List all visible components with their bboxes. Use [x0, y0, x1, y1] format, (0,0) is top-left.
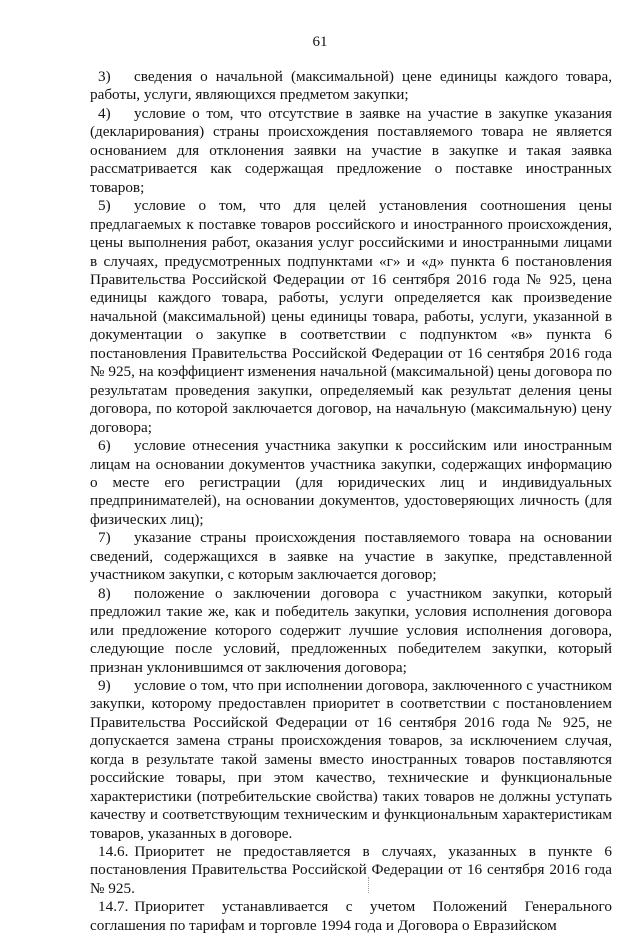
list-item-number: 7): [98, 529, 111, 547]
list-item-text: условие о том, что отсутствие в заявке на участие в закупке указания (декларирования) страны происхождения поставляемого товара не является основанием для отклонения заявки на участие в закупке и такая заявка рассматривается как содержащая предложение о поставке иностранных товаров;: [90, 104, 612, 196]
list-item: [90, 677, 612, 843]
section-number: 14.7.: [98, 898, 129, 916]
list-item-text: условие о том, что при исполнении договора, заключенного с участником закупки, которому предоставлен приоритет в соответствии с постановлением Правительства Российской Федерации от 16 сентября 2016 года № 925, не допускается замена страны происхождения товаров, за исключением случая, когда в результате такой замены вместо иностранных товаров поставляются российские товары, при этом качество, технические и функциональные характеристики (потребительские свойства) таких товаров не должны уступать качеству и соответствующим техническим и функциональным характеристикам товаров, указанных в договоре.: [90, 676, 612, 842]
list-item: [90, 68, 612, 105]
scan-artifact: [368, 877, 370, 893]
list-item: [90, 197, 612, 437]
list-item-text: сведения о начальной (максимальной) цене единицы каждого товара, работы, услуги, являющихся предметом закупки;: [90, 68, 612, 104]
list-item-number: 6): [98, 437, 111, 455]
document-body: [90, 68, 612, 935]
list-item-number: 3): [98, 68, 111, 85]
page-number: 61: [312, 34, 328, 50]
list-item-text: условие о том, что для целей установления соотношения цены предлагаемых к поставке товаров российского и иностранного происхождения, цены выполнения работ, оказания услуг российскими и иностранными лицами в случаях, предусмотренных подпунктами «г» и «д» пункта 6 постановления Правительства Российской Федерации от 16 сентября 2016 года № 925, цена единицы каждого товара, работы, услуги определяется как произведение начальной (максимальной) цены единицы товара, работы, услуги, указанной в документации о закупке в соответствии с подпунктом «в» пункта 6 постановления Правительства Российской Федерации от 16 сентября 2016 года № 925, на коэффициент изменения начальной (максимальной) цены договора по результатам проведения закупки, определяемый как результат деления цены договора, по которой заключается договор, на начальную (максимальную) цену договора;: [90, 197, 612, 436]
list-item: [90, 437, 612, 529]
list-item-text: условие отнесения участника закупки к российским или иностранным лицам на основании документов участника закупки, содержащих информацию о месте его регистрации (для юридических лиц и индивидуальных предпринимателей), на основании документов, удостоверяющих личность (для физических лиц);: [90, 437, 612, 528]
list-item: [90, 105, 612, 197]
list-item-number: 9): [98, 676, 111, 694]
section-text: Приоритет не предоставляется в случаях, указанных в пункте 6 постановления Правительства Российской Федерации от 16 сентября 2016 года № 925.: [90, 843, 612, 897]
section-paragraph: [90, 843, 612, 898]
section-number: 14.6.: [98, 843, 129, 861]
list-item: [90, 585, 612, 677]
list-item: [90, 529, 612, 584]
section-text: Приоритет устанавливается с учетом Положений Генерального соглашения по тарифам и торговле 1994 года и Договора о Евразийском: [90, 898, 612, 934]
list-item-number: 8): [98, 584, 111, 602]
section-paragraph: [90, 898, 612, 935]
list-item-number: 4): [98, 104, 111, 122]
list-item-number: 5): [98, 197, 111, 215]
list-item-text: указание страны происхождения поставляемого товара на основании сведений, содержащихся в заявке на участие в закупке, представленной участником закупки, с которым заключается договор;: [90, 529, 612, 584]
list-item-text: положение о заключении договора с участником закупки, который предложил такие же, как и победитель закупки, условия исполнения договора или предложение которого содержит лучшие условия исполнения договора, следующие после условий, предложенных победителем закупки, который признан уклонившимся от заключения договора;: [90, 584, 612, 676]
